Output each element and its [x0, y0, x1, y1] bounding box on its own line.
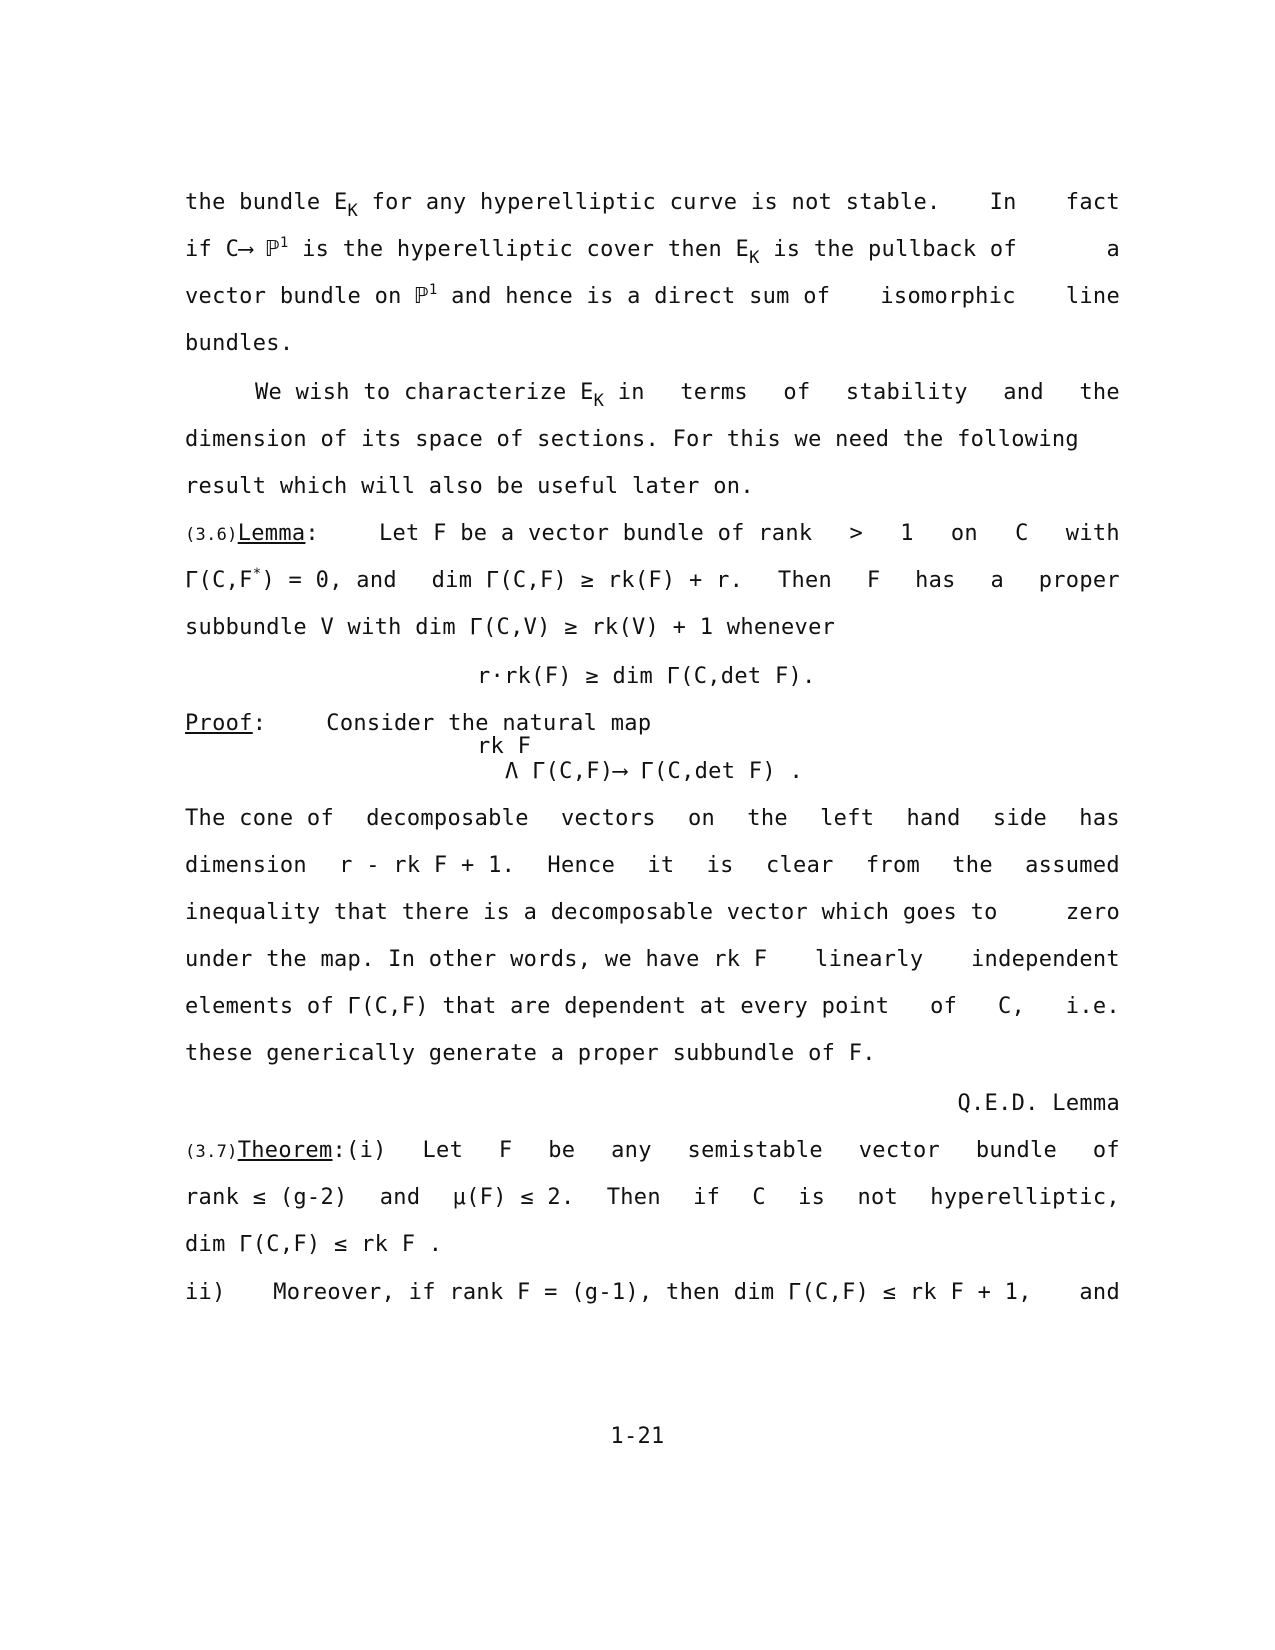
text: be	[548, 1138, 576, 1163]
proof-line1	[185, 806, 1120, 832]
text: fact	[1065, 190, 1120, 215]
text: if	[693, 1185, 721, 1210]
text: is the hyperelliptic cover then E	[288, 237, 750, 262]
text: C	[752, 1185, 766, 1210]
text: a	[990, 568, 1004, 593]
text: decomposable	[366, 806, 529, 831]
text: elements of Γ(C,F) that are dependent at every point	[185, 994, 890, 1019]
text: and	[1079, 1280, 1120, 1305]
superscript: *	[252, 566, 262, 582]
text: ) = 0, and	[261, 568, 397, 593]
p2-line3: result which will also be useful later on.	[185, 474, 754, 499]
text: if C⟶ ℙ	[185, 237, 280, 262]
text: clear	[765, 853, 834, 878]
text: in	[604, 380, 645, 405]
p1-line1	[185, 190, 1120, 221]
text: the bundle E	[185, 190, 348, 215]
p1-line3	[185, 284, 1120, 312]
text: assumed	[1025, 853, 1120, 878]
text: C	[1015, 521, 1029, 546]
p2-line2: dimension of its space of sections. For this we need the following	[185, 427, 1079, 452]
text: stability	[845, 380, 968, 405]
text: vectors	[560, 806, 656, 831]
lemma-line2	[185, 568, 1120, 596]
text: side	[992, 806, 1048, 831]
text: Let F be a vector bundle of rank	[378, 521, 813, 546]
text: 1	[900, 521, 914, 546]
map-exponent: rk F	[477, 734, 532, 759]
text: zero	[1065, 900, 1120, 925]
subscript: K	[593, 391, 605, 411]
text: of	[1092, 1138, 1120, 1163]
text: has	[1079, 806, 1120, 831]
text: the	[747, 806, 788, 831]
p2-line1	[255, 380, 1120, 411]
theorem-line4	[185, 1280, 1120, 1306]
text: ii)	[185, 1280, 226, 1305]
text: dim Γ(C,F) ≥ rk(F) + r.	[431, 568, 744, 593]
text: linearly	[815, 947, 924, 972]
proof-line3	[185, 900, 1120, 926]
qed-mark: Q.E.D. Lemma	[957, 1091, 1120, 1116]
text: r - rk F + 1.	[339, 853, 516, 878]
text: is	[798, 1185, 826, 1210]
text: proper	[1038, 568, 1120, 593]
text: semistable	[687, 1138, 823, 1163]
text: >	[849, 521, 864, 546]
text: :	[305, 521, 319, 546]
theorem-line2	[185, 1185, 1120, 1211]
text: Hence	[547, 853, 616, 878]
text: it	[647, 853, 675, 878]
text: has	[915, 568, 956, 593]
text: independent	[970, 947, 1120, 972]
text: hyperelliptic,	[930, 1185, 1120, 1210]
text: isomorphic	[880, 284, 1016, 309]
text: :	[252, 711, 267, 736]
text: Then	[777, 568, 833, 593]
text: line	[1065, 284, 1120, 309]
text: :(i)	[332, 1138, 387, 1163]
text: vector	[858, 1138, 941, 1163]
text: on	[687, 806, 716, 831]
proof-intro: Consider the natural map	[326, 711, 652, 736]
subscript: K	[347, 201, 359, 221]
text: Then	[606, 1185, 661, 1210]
page-number: 1-21	[610, 1424, 665, 1449]
text: terms	[680, 380, 748, 405]
lemma-title: Lemma	[237, 521, 306, 546]
proof-title: Proof	[185, 711, 253, 736]
superscript: 1	[428, 282, 438, 298]
theorem-title: Theorem	[237, 1138, 333, 1163]
text: bundle	[975, 1138, 1058, 1163]
text: F	[498, 1138, 513, 1163]
text: rank ≤ (g-2)	[185, 1185, 348, 1210]
theorem-line3: dim Γ(C,F) ≤ rk F .	[185, 1232, 443, 1257]
text: and	[1003, 380, 1044, 405]
text: hand	[906, 806, 961, 831]
subscript: K	[749, 248, 760, 268]
text: from	[865, 853, 921, 878]
text: any	[611, 1138, 652, 1163]
proof-line4	[185, 947, 1120, 973]
text: a	[1106, 237, 1120, 262]
text: Γ(C,F	[185, 568, 253, 593]
text: with	[1065, 521, 1120, 546]
text: of	[783, 380, 811, 405]
text: of	[930, 994, 958, 1019]
text: C,	[997, 994, 1026, 1019]
proof-line2	[185, 853, 1120, 879]
lemma-formula: r·rk(F) ≥ dim Γ(C,det F).	[477, 664, 816, 689]
text: and hence is a direct sum of	[437, 284, 831, 309]
text: Moreover, if rank F = (g-1), then dim Γ(C,F) ≤ rk F + 1,	[273, 1280, 1032, 1305]
text: The cone of	[185, 806, 334, 831]
proof-line6: these generically generate a proper subbundle of F.	[185, 1041, 876, 1066]
text: and	[379, 1185, 421, 1210]
text: μ(F) ≤ 2.	[452, 1185, 575, 1210]
map-formula: Λ Γ(C,F)⟶ Γ(C,det F) .	[505, 759, 803, 784]
text: the	[952, 853, 993, 878]
text: is	[706, 853, 734, 878]
text: inequality that there is a decomposable vector which goes to	[185, 900, 998, 925]
text: under the map. In other words, we have rk F	[185, 947, 768, 972]
text: is the pullback of	[759, 237, 1018, 262]
text: dimension	[185, 853, 307, 878]
text: We wish to characterize E	[255, 380, 594, 405]
text: vector bundle on ℙ	[185, 284, 429, 309]
text: i.e.	[1065, 994, 1120, 1019]
theorem-line1	[185, 1138, 1120, 1165]
text: for any hyperelliptic curve is not stable.	[358, 190, 941, 215]
text: not	[857, 1185, 899, 1210]
superscript: 1	[279, 235, 289, 251]
text: F	[866, 568, 881, 593]
theorem-number: (3.7)	[185, 1142, 238, 1162]
text: on	[950, 521, 978, 546]
proof-line5	[185, 994, 1120, 1020]
p1-line4: bundles.	[185, 331, 294, 356]
text: the	[1079, 380, 1120, 405]
p1-line2	[185, 235, 1120, 268]
lemma-number: (3.6)	[185, 525, 238, 545]
lemma-line3: subbundle V with dim Γ(C,V) ≥ rk(V) + 1 whenever	[185, 615, 836, 640]
text: Let	[422, 1138, 464, 1163]
lemma-line1	[185, 521, 1120, 548]
text: left	[820, 806, 875, 831]
text: In	[989, 190, 1017, 215]
